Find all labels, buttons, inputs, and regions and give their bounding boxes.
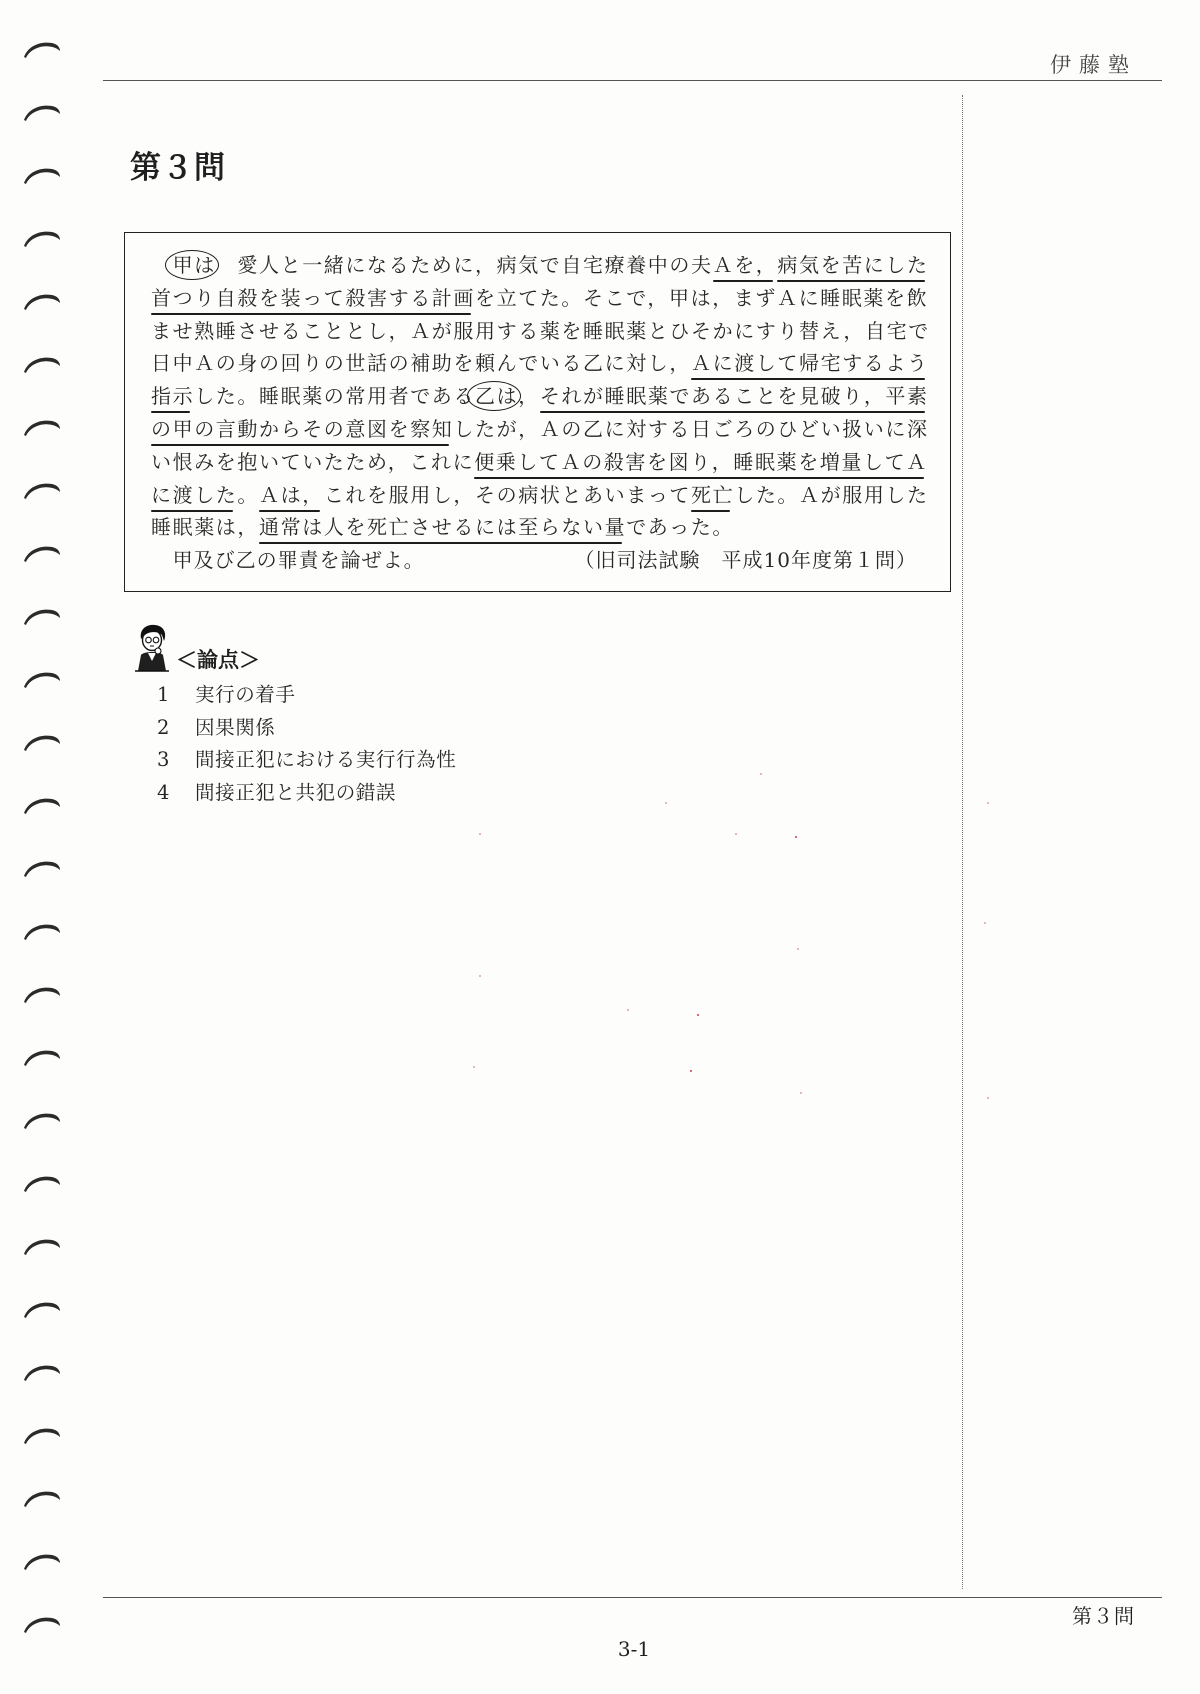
page-number: 3-1 [617,1637,651,1661]
underlined-phrase: 指示 [151,384,195,409]
binder-hole-shape [24,862,60,877]
scan-speck [987,802,989,804]
binder-hole-shape [24,1051,60,1066]
problem-text: い恨みを抱いていたため，これに [151,449,475,474]
underlined-phrase: Ａを， [712,253,778,277]
binder-hole [22,1048,62,1068]
binder-hole-shape [24,421,60,436]
binder-hole [22,1615,62,1635]
footer-section-label: 第３問 [1072,1604,1135,1628]
circled-phrase: 乙は [475,384,519,409]
scan-speck [690,1070,692,1072]
issue-text: 間接正犯における実行行為性 [195,748,457,771]
problem-line [151,446,931,479]
scan-speck [795,836,797,838]
binder-hole [22,1111,62,1131]
binder-hole-shape [24,547,60,562]
issue-text: 実行の着手 [195,683,296,706]
problem-line [151,511,931,544]
underlined-phrase: 死亡 [691,482,735,507]
binder-hole [22,292,62,312]
binder-hole-shape [24,1240,60,1255]
binder-holes [0,0,70,1694]
binder-hole [22,1174,62,1194]
underlined-phrase: 首つり自殺を装って殺害する計画 [151,285,475,310]
issue-item [157,777,657,810]
issue-number: 1 [157,683,170,706]
problem-text: ませ熟睡させることとし，Ａが服用する薬を睡眠薬とひそかにすり替え，自宅で [151,318,930,343]
underlined-phrase: 便乗してＡの殺害を図り，睡眠薬を増量してＡ [474,449,928,474]
binder-hole-shape [24,1177,60,1192]
scan-speck [800,1092,802,1094]
binder-hole-shape [24,1429,60,1444]
problem-text: 愛人と一緒になるために，病気で自宅療養中の夫 [237,253,713,277]
issue-item [157,679,657,712]
scan-speck [760,773,762,775]
lecturer-character-icon [133,624,171,672]
problem-line [151,282,931,315]
problem-text: を立てた。そこで，甲は，まずＡに睡眠薬を飲 [475,285,929,310]
binder-hole-shape [24,484,60,499]
problem-instruction: 甲及び乙の罪責を論ぜよ。 [172,548,425,573]
binder-hole [22,40,62,60]
binder-hole-shape [24,1492,60,1507]
binder-hole [22,1363,62,1383]
problem-line [151,479,931,512]
underlined-phrase: Ａに渡して帰宅するよう [691,351,929,376]
scan-speck [697,1014,699,1016]
underlined-phrase: それが睡眠薬であることを見破り，平素 [539,384,929,409]
binder-hole-shape [24,673,60,688]
issue-number: 2 [157,715,170,739]
underlined-phrase: 病気を苦にした [777,253,929,277]
binder-hole-shape [24,1303,60,1318]
problem-source: （旧司法試験 平成10年度第１問） [574,548,917,573]
binder-hole-shape [24,1366,60,1381]
binder-hole [22,796,62,816]
margin-note-rule [962,95,963,1589]
problem-text: これを服用し，その病状とあいまって [323,482,692,507]
issue-text: 間接正犯と共犯の錯誤 [195,780,397,804]
problem-text: したが，Ａの乙に対する日ごろのひどい扱いに深 [453,416,929,441]
binder-hole [22,1426,62,1446]
scan-speck [627,1009,629,1011]
underlined-phrase: に渡した [151,482,238,507]
binder-hole [22,1552,62,1572]
page-title: 第３問 [130,150,226,186]
scan-speck [735,833,737,835]
problem-text: であった。 [626,515,735,540]
problem-text: 睡眠薬は， [151,515,259,540]
problem-line [151,249,931,282]
binder-hole [22,103,62,123]
binder-hole [22,985,62,1005]
binder-hole-shape [24,799,60,814]
binder-hole-shape [24,1555,60,1570]
problem-text: した。Ａが服用した [734,482,929,507]
binder-hole [22,922,62,942]
lecturer-hand [155,648,161,654]
issue-number: 4 [157,780,170,804]
underlined-phrase: 通常は人を死亡させるには至らない量 [259,515,627,540]
problem-text: 。 [237,482,260,507]
footer-rule [103,1597,1162,1598]
binder-hole [22,607,62,627]
binder-hole [22,355,62,375]
binder-hole [22,481,62,501]
problem-instruction-line [151,544,931,577]
binder-hole-shape [24,925,60,940]
binder-hole [22,859,62,879]
binder-hole [22,229,62,249]
issues-list [157,679,657,809]
binder-hole-shape [24,169,60,184]
binder-hole-shape [24,736,60,751]
binder-hole [22,670,62,690]
issue-text: 因果関係 [195,715,276,739]
header-rule [103,80,1162,81]
binder-hole [22,1300,62,1320]
scan-speck [984,922,986,924]
issues-heading: ＜論点＞ [176,647,260,672]
binder-hole-shape [24,106,60,121]
binder-hole-shape [24,610,60,625]
circled-phrase: 甲は [172,253,216,277]
scan-speck [797,948,799,950]
binder-hole-shape [24,1114,60,1129]
binder-hole [22,544,62,564]
binder-hole-shape [24,358,60,373]
issue-item [157,712,657,745]
underlined-phrase: Ａは， [259,482,324,507]
binder-hole-shape [24,232,60,247]
issue-item [157,744,657,777]
binder-hole-shape [24,43,60,58]
problem-text: した。睡眠薬の常用者である [194,384,476,409]
scan-speck [479,975,481,977]
problem-text-block [151,249,931,577]
page-header-brand: 伊藤塾 [1050,53,1137,77]
binder-hole [22,1237,62,1257]
issue-number: 3 [157,748,170,771]
problem-line [151,413,931,446]
binder-hole-shape [24,295,60,310]
scan-speck [665,802,667,804]
binder-hole [22,166,62,186]
underlined-phrase: の甲の言動からその意図を察知 [151,416,454,441]
binder-hole [22,733,62,753]
problem-line [151,347,931,380]
scan-speck [987,1097,989,1099]
binder-hole [22,1489,62,1509]
binder-hole-shape [24,988,60,1003]
problem-text: 日中Ａの身の回りの世話の補助を頼んでいる乙に対し， [151,351,691,376]
problem-line [151,315,931,348]
binder-hole [22,418,62,438]
scan-speck [473,1066,475,1068]
binder-hole-shape [24,1618,60,1633]
problem-line [151,380,931,413]
scan-speck [479,833,481,835]
problem-text: ， [518,384,540,409]
